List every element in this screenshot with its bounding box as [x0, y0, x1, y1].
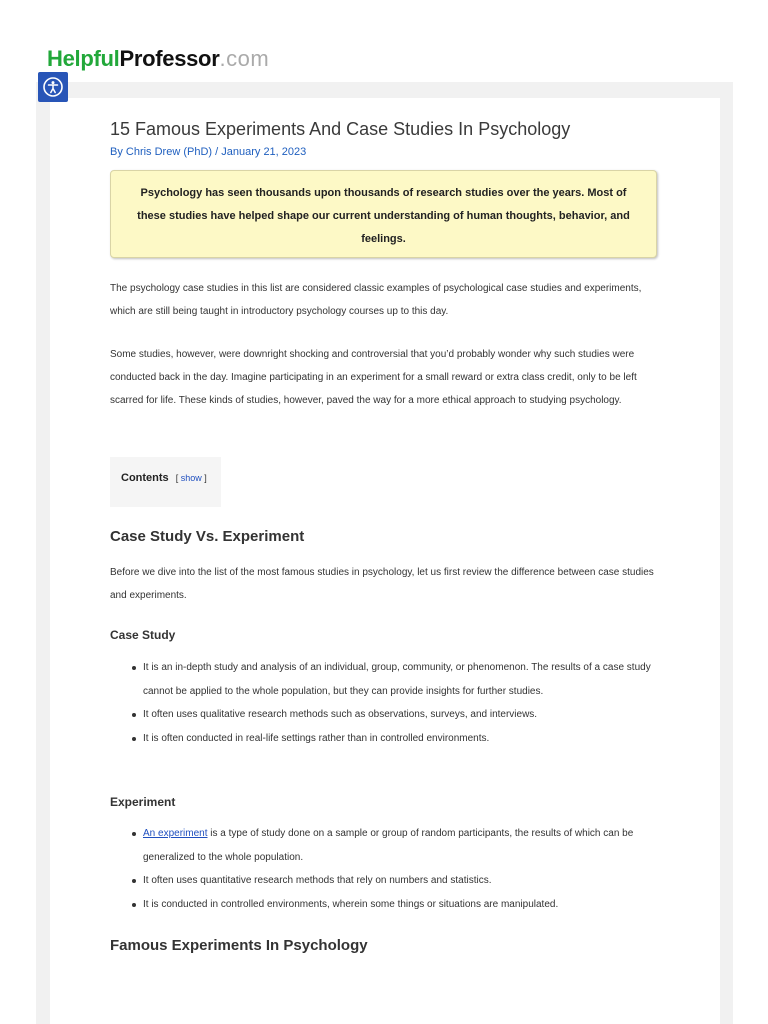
- toc-bracket-open: [: [175, 473, 179, 483]
- toc-toggle: [176, 473, 207, 483]
- heading-case-study: Case Study: [110, 628, 176, 642]
- case-study-list: [110, 656, 662, 750]
- list-item: It often uses quantitative research methods that rely on numbers and statistics.: [110, 869, 662, 893]
- list-item: [110, 822, 662, 869]
- intro-paragraph-1: The psychology case studies in this list are considered classic examples of psychological case studies and experiments, which are still being taught in introductory psychology courses up to this day.: [110, 283, 642, 317]
- site-logo[interactable]: [47, 46, 269, 72]
- list-item: It is often conducted in real-life settings rather than in controlled environments.: [110, 727, 662, 751]
- accessibility-button[interactable]: [38, 72, 68, 102]
- table-of-contents: [110, 457, 221, 507]
- logo-domain: .com: [219, 46, 270, 71]
- toc-bracket-close: ]: [204, 473, 207, 483]
- article-title: 15 Famous Experiments And Case Studies In Psychology: [110, 119, 571, 139]
- experiment-item-text: is a type of study done on a sample or group of random participants, the results of which can be generalized to the whole population.: [143, 828, 634, 863]
- list-item: It is an in-depth study and analysis of an individual, group, community, or phenomenon. The results of a case study cannot be applied to the whole population, but they can provide insights for further studies.: [110, 656, 662, 703]
- author-link[interactable]: By Chris Drew (PhD): [110, 146, 213, 158]
- list-item: It is conducted in controlled environments, wherein some things or situations are manipulated.: [110, 893, 662, 917]
- section1-intro: Before we dive into the list of the most famous studies in psychology, let us first review the difference between case studies and experiments.: [110, 567, 654, 601]
- heading-famous-experiments: Famous Experiments In Psychology: [110, 937, 368, 954]
- logo-helpful: Helpful: [47, 46, 120, 71]
- article-meta: [110, 145, 306, 159]
- toc-show-link[interactable]: show: [180, 473, 202, 483]
- accessibility-icon: [42, 76, 64, 98]
- heading-experiment: Experiment: [110, 795, 176, 809]
- logo-professor: Professor: [119, 46, 220, 71]
- date-link[interactable]: January 21, 2023: [221, 146, 307, 158]
- heading-case-study-vs-experiment: Case Study Vs. Experiment: [110, 528, 305, 545]
- site-header: [0, 0, 768, 82]
- toc-title: Contents: [121, 472, 169, 484]
- experiment-link[interactable]: An experiment: [143, 828, 208, 839]
- list-item: It often uses qualitative research methods such as observations, surveys, and interviews.: [110, 703, 662, 727]
- meta-separator: /: [212, 146, 222, 158]
- intro-paragraph-2: Some studies, however, were downright shocking and controversial that you’d probably wonder why such studies were conducted back in the day. Imagine participating in an experiment for a small reward or extra class credit, only to be left scarred for life. These kinds of studies, however, paved the way for a more ethical approach to studying psychology.: [110, 349, 637, 406]
- experiment-list: [110, 822, 662, 916]
- summary-callout: Psychology has seen thousands upon thousands of research studies over the years. Most of these studies have helped shape our current understanding of human thoughts, behavior, and feelings.: [110, 170, 657, 258]
